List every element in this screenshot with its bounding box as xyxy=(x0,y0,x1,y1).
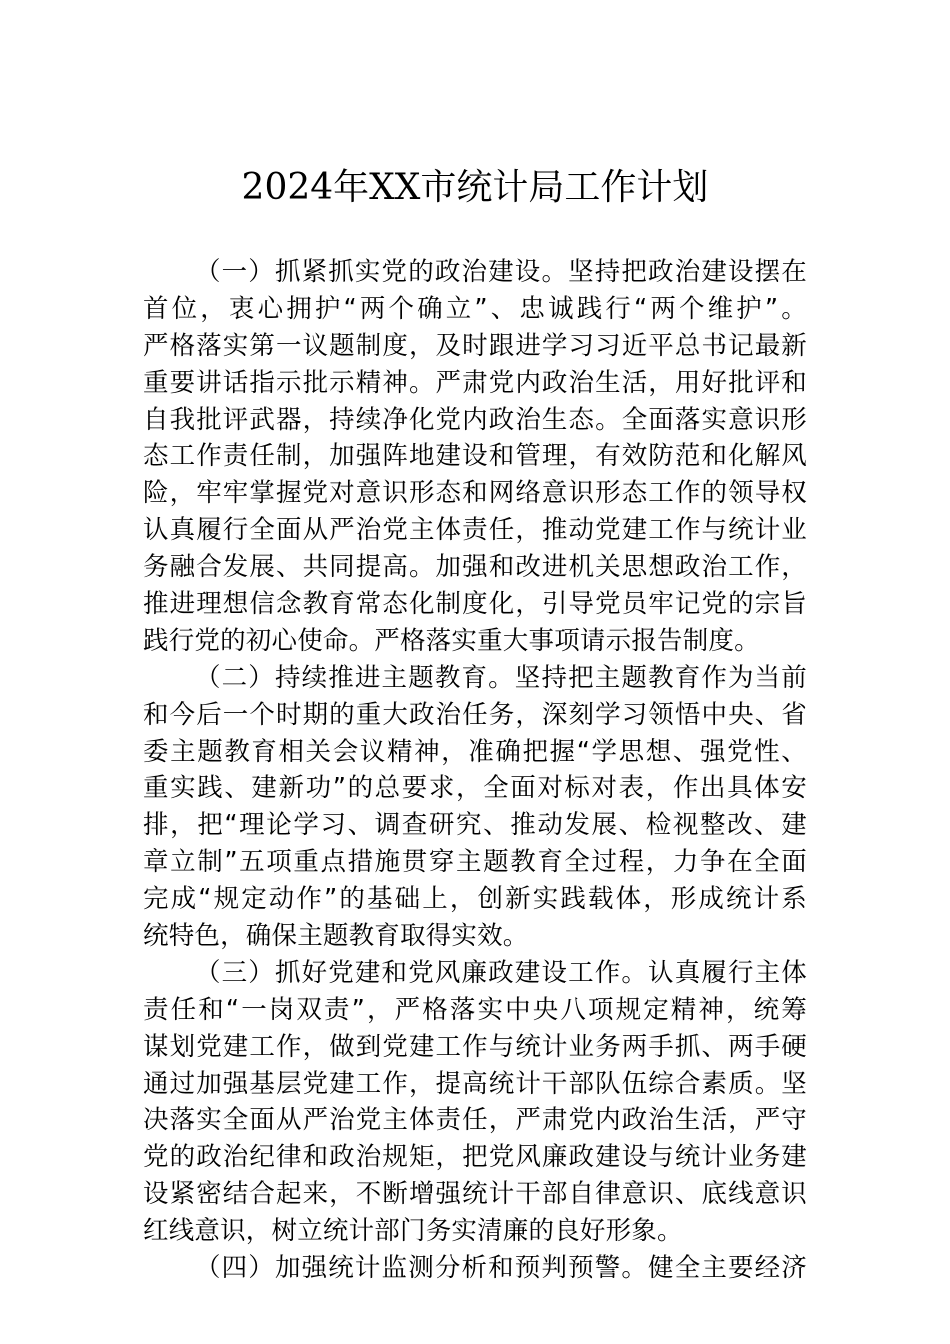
paragraph-3 xyxy=(143,955,807,1250)
text-line: 自我批评武器，持续净化党内政治生态。全面落实意识形 xyxy=(143,404,807,435)
text-line: 首位，衷心拥护“两个确立”、忠诚践行“两个维护”。 xyxy=(143,293,807,324)
text-line: 重实践、建新功”的总要求，全面对标对表，作出具体安 xyxy=(143,773,807,804)
text-line: 章立制”五项重点措施贯穿主题教育全过程，力争在全面 xyxy=(143,847,807,878)
text-line: （三）抓好党建和党风廉政建设工作。认真履行主体 xyxy=(195,957,807,988)
text-line: 统特色，确保主题教育取得实效。 xyxy=(143,921,529,952)
paragraph-1 xyxy=(143,254,807,660)
document-body xyxy=(143,254,807,1287)
text-line: 完成“规定动作”的基础上，创新实践载体，形成统计系 xyxy=(143,884,807,915)
text-line: 严格落实第一议题制度，及时跟进学习习近平总书记最新 xyxy=(143,330,807,361)
text-line: 设紧密结合起来，不断增强统计干部自律意识、底线意识 xyxy=(143,1179,807,1210)
paragraph-2 xyxy=(143,660,807,955)
text-line: 委主题教育相关会议精神，准确把握“学思想、强党性、 xyxy=(143,736,807,767)
text-line: 排，把“理论学习、调查研究、推动发展、检视整改、建 xyxy=(143,810,807,841)
text-line: 态工作责任制，加强阵地建设和管理，有效防范和化解风 xyxy=(143,441,807,472)
text-line: （二）持续推进主题教育。坚持把主题教育作为当前 xyxy=(195,662,807,693)
text-line: 和今后一个时期的重大政治任务，深刻学习领悟中央、省 xyxy=(143,699,807,730)
text-line: 责任和“一岗双责”，严格落实中央八项规定精神，统筹 xyxy=(143,994,807,1025)
text-line: 认真履行全面从严治党主体责任，推动党建工作与统计业 xyxy=(143,515,807,546)
text-line: 险，牢牢掌握党对意识形态和网络意识形态工作的领导权 xyxy=(143,478,807,509)
text-line: 谋划党建工作，做到党建工作与统计业务两手抓、两手硬 xyxy=(143,1031,807,1062)
text-line: 党的政治纪律和政治规矩，把党风廉政建设与统计业务建 xyxy=(143,1142,807,1173)
text-line: 红线意识，树立统计部门务实清廉的良好形象。 xyxy=(143,1216,683,1247)
text-line: （四）加强统计监测分析和预判预警。健全主要经济 xyxy=(195,1253,807,1284)
text-line: 重要讲话指示批示精神。严肃党内政治生活，用好批评和 xyxy=(143,367,807,398)
paragraph-4 xyxy=(143,1250,807,1287)
text-line: 务融合发展、共同提高。加强和改进机关思想政治工作， xyxy=(143,552,807,583)
text-line: 践行党的初心使命。严格落实重大事项请示报告制度。 xyxy=(143,625,760,656)
page-title: 2024年XX市统计局工作计划 xyxy=(241,167,709,208)
text-line: 通过加强基层党建工作，提高统计干部队伍综合素质。坚 xyxy=(143,1068,807,1099)
text-line: （一）抓紧抓实党的政治建设。坚持把政治建设摆在 xyxy=(195,257,807,287)
text-line: 推进理想信念教育常态化制度化，引导党员牢记党的宗旨 xyxy=(143,589,807,620)
text-line: 决落实全面从严治党主体责任，严肃党内政治生活，严守 xyxy=(143,1105,807,1136)
